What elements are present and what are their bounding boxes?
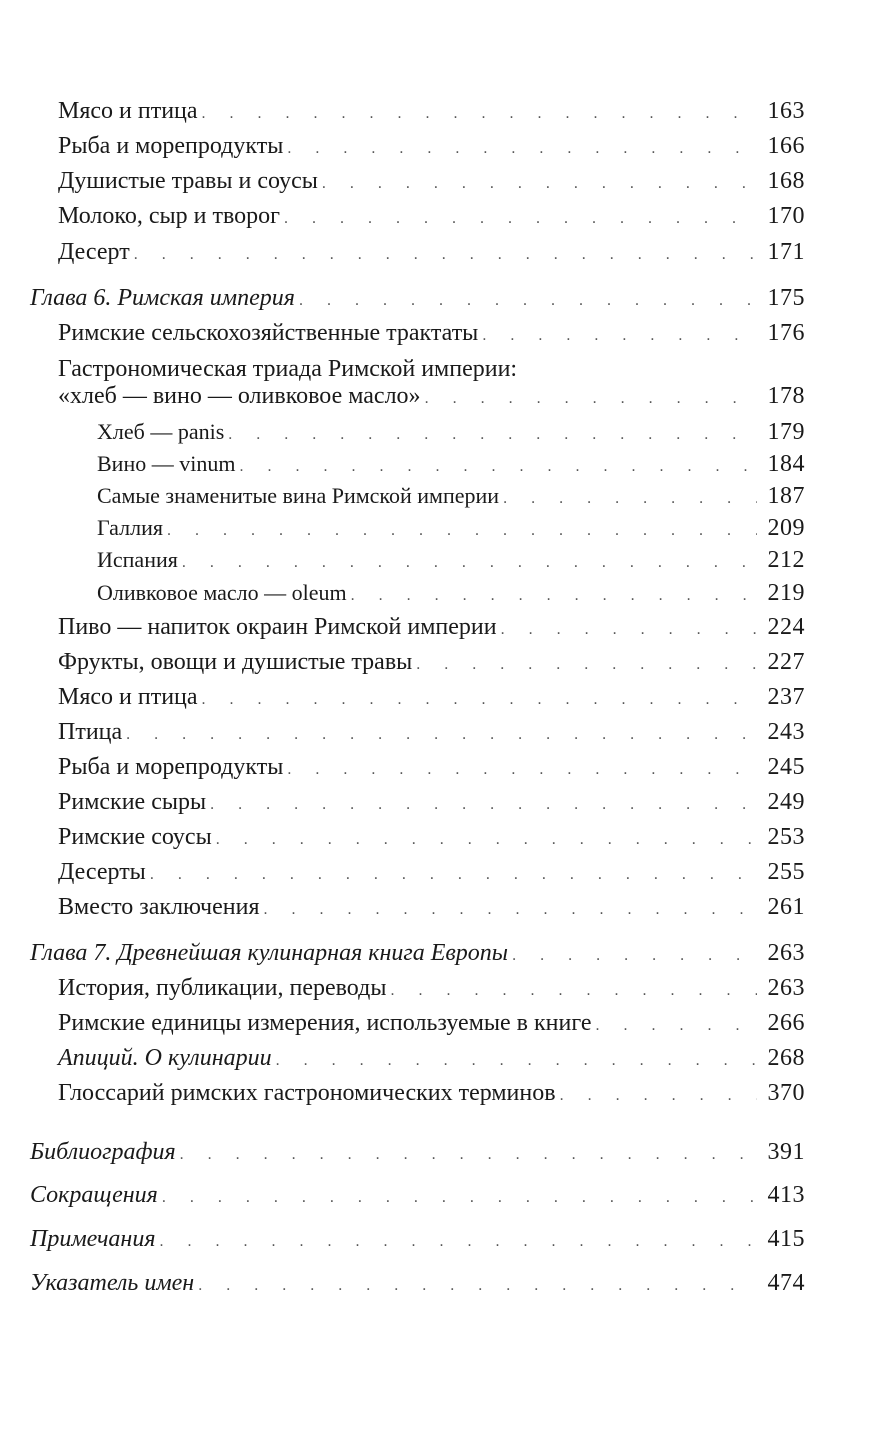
toc-subentry-title: Оливковое масло — oleum bbox=[97, 580, 347, 605]
toc-entry-page: 261 bbox=[767, 894, 805, 920]
toc-entry-title: Птица bbox=[58, 719, 123, 745]
chapter-title: Глава 6. Римская империя bbox=[30, 285, 295, 311]
back-matter-page: 415 bbox=[767, 1226, 805, 1252]
dot-leader bbox=[264, 895, 757, 925]
toc-entry[interactable] bbox=[0, 96, 805, 126]
toc-entry[interactable] bbox=[0, 682, 805, 712]
toc-entry-page: 224 bbox=[767, 614, 805, 640]
toc-subentry[interactable] bbox=[0, 545, 805, 575]
toc-entry-page: 171 bbox=[767, 239, 805, 265]
toc-entry-page: 243 bbox=[767, 719, 805, 745]
dot-leader bbox=[167, 516, 757, 546]
dot-leader bbox=[560, 1081, 757, 1111]
toc-entry-title: Десерты bbox=[58, 859, 146, 885]
dot-leader bbox=[239, 452, 757, 482]
toc-entry[interactable] bbox=[0, 201, 805, 231]
dot-leader bbox=[512, 941, 757, 971]
toc-entry-title: Римские единицы измерения, используемые в книге bbox=[58, 1010, 592, 1036]
toc-entry-title: Мясо и птица bbox=[58, 684, 198, 710]
dot-leader bbox=[482, 321, 757, 351]
dot-leader bbox=[134, 240, 757, 270]
toc-subentry-page: 219 bbox=[767, 580, 805, 606]
toc-back-matter[interactable] bbox=[0, 1180, 805, 1210]
toc-entry-page: 227 bbox=[767, 649, 805, 675]
dot-leader bbox=[416, 650, 757, 680]
dot-leader bbox=[202, 99, 757, 129]
dot-leader bbox=[390, 976, 757, 1006]
dot-leader bbox=[276, 1046, 757, 1076]
toc-entry-title: Рыба и морепродукты bbox=[58, 754, 284, 780]
toc-back-matter[interactable] bbox=[0, 1224, 805, 1254]
dot-leader bbox=[287, 755, 757, 785]
toc-entry[interactable] bbox=[0, 1043, 805, 1073]
dot-leader bbox=[216, 825, 757, 855]
toc-entry-title: Римские соусы bbox=[58, 824, 212, 850]
toc-entry-title-line2: «хлеб — вино — оливковое масло» bbox=[58, 383, 421, 409]
toc-entry-title: Римские сельскохозяйственные трактаты bbox=[58, 320, 479, 346]
toc-subentry-page: 179 bbox=[767, 419, 805, 445]
toc-entry[interactable] bbox=[0, 166, 805, 196]
dot-leader bbox=[160, 1227, 758, 1257]
toc-entry-page: 178 bbox=[767, 383, 805, 409]
toc-chapter-7[interactable] bbox=[0, 938, 805, 968]
back-matter-title: Указатель имен bbox=[30, 1270, 195, 1296]
dot-leader bbox=[284, 204, 757, 234]
toc-entry-page: 166 bbox=[767, 133, 805, 159]
dot-leader bbox=[503, 484, 757, 514]
toc-entry-title: Римские сыры bbox=[58, 789, 207, 815]
dot-leader bbox=[198, 1271, 757, 1301]
dot-leader bbox=[150, 860, 757, 890]
toc-entry[interactable] bbox=[0, 237, 805, 267]
dot-leader bbox=[162, 1183, 757, 1213]
back-matter-page: 391 bbox=[767, 1139, 805, 1165]
toc-subentry-title: Испания bbox=[97, 547, 178, 572]
toc-subentry[interactable] bbox=[0, 449, 805, 479]
toc-entry[interactable] bbox=[0, 318, 805, 348]
toc-entry-page: 253 bbox=[767, 824, 805, 850]
chapter-title: Глава 7. Древнейшая кулинарная книга Европы bbox=[30, 940, 509, 966]
dot-leader bbox=[202, 685, 757, 715]
toc-entry-page: 266 bbox=[767, 1010, 805, 1036]
toc-entry-triad[interactable] bbox=[0, 381, 805, 411]
dot-leader bbox=[299, 286, 757, 316]
toc-entry-page: 370 bbox=[767, 1080, 805, 1106]
toc-entry[interactable] bbox=[0, 1078, 805, 1108]
toc-subentry-title: Самые знаменитые вина Римской империи bbox=[97, 483, 500, 508]
chapter-page: 175 bbox=[767, 285, 805, 311]
toc-entry[interactable] bbox=[0, 822, 805, 852]
toc-entry-page: 245 bbox=[767, 754, 805, 780]
toc-subentry-title: Вино — vinum bbox=[97, 451, 236, 476]
toc-subentry-page: 187 bbox=[767, 483, 805, 509]
toc-back-matter[interactable] bbox=[0, 1268, 805, 1298]
dot-leader bbox=[287, 134, 757, 164]
dot-leader bbox=[596, 1011, 757, 1041]
toc-entry-title: Глоссарий римских гастрономических терминов bbox=[58, 1080, 556, 1106]
toc-subentry-title: Галлия bbox=[97, 515, 163, 540]
toc-back-matter[interactable] bbox=[0, 1137, 805, 1167]
toc-subentry-page: 209 bbox=[767, 515, 805, 541]
toc-entry-page: 268 bbox=[767, 1045, 805, 1071]
toc-entry[interactable] bbox=[0, 892, 805, 922]
back-matter-title: Библиография bbox=[30, 1139, 176, 1165]
dot-leader bbox=[180, 1140, 757, 1170]
toc-entry[interactable] bbox=[0, 857, 805, 887]
toc-entry[interactable] bbox=[0, 787, 805, 817]
toc-entry-page: 237 bbox=[767, 684, 805, 710]
back-matter-page: 413 bbox=[767, 1182, 805, 1208]
toc-subentry[interactable] bbox=[0, 481, 805, 511]
dot-leader bbox=[351, 581, 757, 611]
toc-entry[interactable] bbox=[0, 717, 805, 747]
toc-entry-title-line1: Гастрономическая триада Римской империи: bbox=[58, 356, 518, 382]
toc-entry-page: 249 bbox=[767, 789, 805, 815]
dot-leader bbox=[228, 420, 757, 450]
toc-entry[interactable] bbox=[0, 973, 805, 1003]
dot-leader bbox=[126, 720, 757, 750]
back-matter-title: Примечания bbox=[30, 1226, 156, 1252]
toc-subentry-page: 212 bbox=[767, 547, 805, 573]
toc-entry-title: Десерт bbox=[58, 239, 130, 265]
toc-entry-title: Пиво — напиток окраин Римской империи bbox=[58, 614, 497, 640]
toc-entry-title: Душистые травы и соусы bbox=[58, 168, 318, 194]
toc-subentry[interactable] bbox=[0, 513, 805, 543]
toc-entry-page: 263 bbox=[767, 975, 805, 1001]
toc-subentry[interactable] bbox=[0, 578, 805, 608]
dot-leader bbox=[182, 548, 757, 578]
dot-leader bbox=[501, 615, 757, 645]
toc-entry-title: Апиций. О кулинарии bbox=[58, 1045, 272, 1071]
toc-entry[interactable] bbox=[0, 752, 805, 782]
dot-leader bbox=[425, 384, 757, 414]
toc-subentry[interactable] bbox=[0, 417, 805, 447]
dot-leader bbox=[210, 790, 757, 820]
toc-entry-title: Рыба и морепродукты bbox=[58, 133, 284, 159]
toc-chapter-6[interactable] bbox=[0, 283, 805, 313]
toc-entry-title: История, публикации, переводы bbox=[58, 975, 387, 1001]
chapter-page: 263 bbox=[767, 940, 805, 966]
toc-entry-page: 255 bbox=[767, 859, 805, 885]
toc-entry-title: Мясо и птица bbox=[58, 98, 198, 124]
toc-entry-title: Вместо заключения bbox=[58, 894, 260, 920]
back-matter-page: 474 bbox=[767, 1270, 805, 1296]
toc-subentry-title: Хлеб — panis bbox=[97, 419, 225, 444]
toc-entry-title: Фрукты, овощи и душистые травы bbox=[58, 649, 413, 675]
back-matter-title: Сокращения bbox=[30, 1182, 158, 1208]
toc-entry[interactable] bbox=[0, 647, 805, 677]
dot-leader bbox=[322, 169, 757, 199]
toc-entry[interactable] bbox=[0, 612, 805, 642]
toc-entry-page: 176 bbox=[767, 320, 805, 346]
toc-entry-page: 168 bbox=[767, 168, 805, 194]
toc-entry-page: 170 bbox=[767, 203, 805, 229]
toc-entry[interactable] bbox=[0, 1008, 805, 1038]
toc-subentry-page: 184 bbox=[767, 451, 805, 477]
toc-entry[interactable] bbox=[0, 131, 805, 161]
toc-entry-title: Молоко, сыр и творог bbox=[58, 203, 280, 229]
toc-entry-page: 163 bbox=[767, 98, 805, 124]
